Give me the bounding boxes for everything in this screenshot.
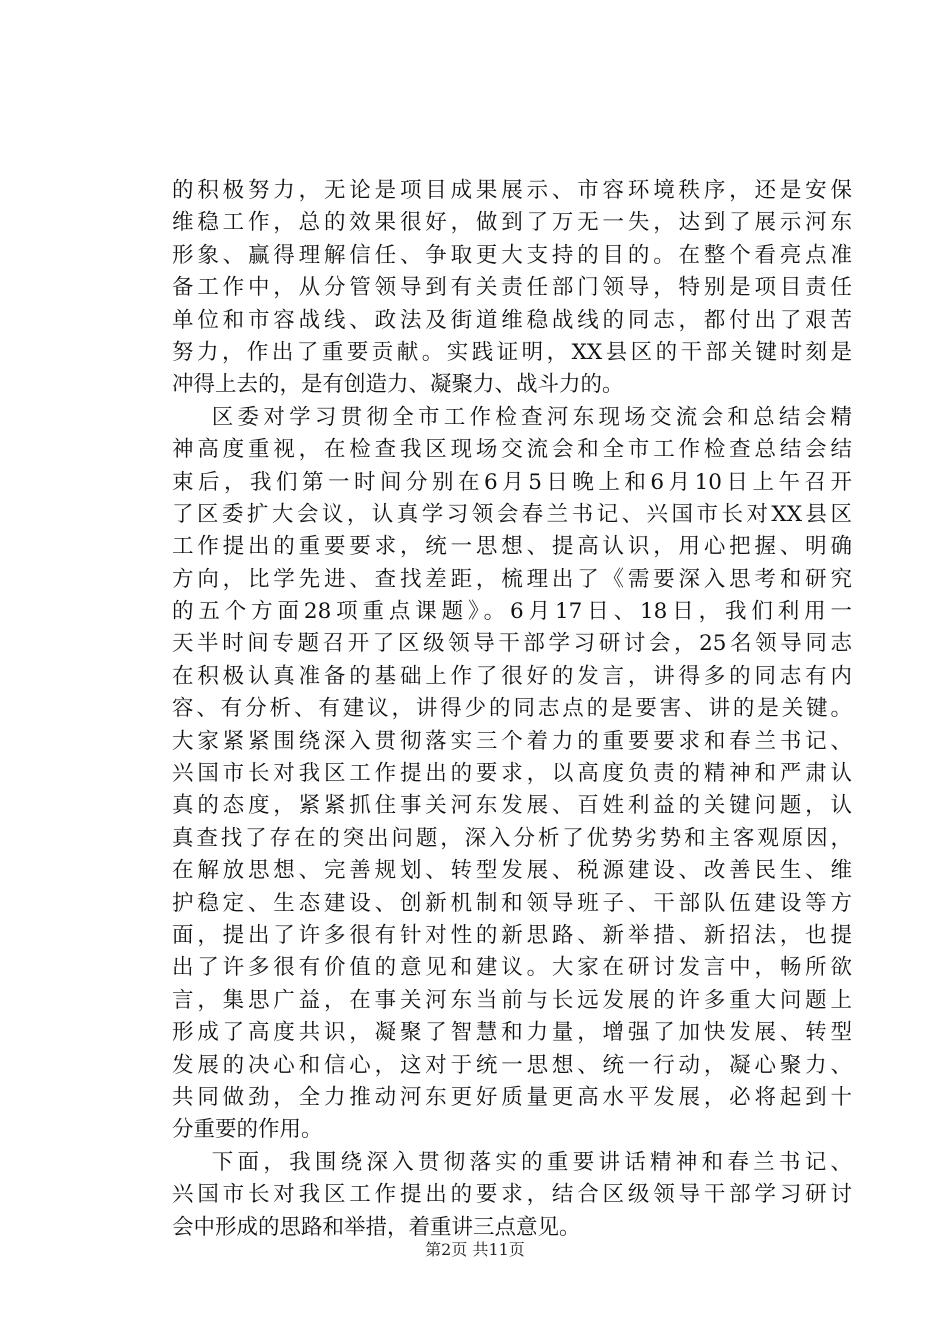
body-text [172,175,852,1244]
text-line: 努力，作出了重要贡献。实践证明，XX县区的干部关键时刻是 [172,339,852,365]
text-line: 真查找了存在的突出问题，深入分析了优势劣势和主客观原因， [172,825,852,851]
text-line: 神高度重视，在检查我区现场交流会和全市工作检查总结会结 [172,437,852,463]
text-line: 在解放思想、完善规划、转型发展、税源建设、改善民生、维 [172,858,852,884]
text-line: 共同做劲，全力推动河东更好质量更高水平发展，必将起到十 [172,1084,852,1110]
text-line: 冲得上去的，是有创造力、凝聚力、战斗力的。 [172,372,624,398]
text-line: 兴国市长对我区工作提出的要求，结合区级领导干部学习研讨 [172,1182,852,1208]
text-line: 容、有分析、有建议，讲得少的同志点的是要害、讲的是关键。 [172,696,852,722]
text-line: 单位和市容战线、政法及街道维稳战线的同志，都付出了艰苦 [172,307,852,333]
text-line: 形象、赢得理解信任、争取更大支持的目的。在整个看亮点准 [172,242,852,268]
text-line: 备工作中，从分管领导到有关责任部门领导，特别是项目责任 [172,275,852,301]
text-line: 会中形成的思路和举措，着重讲三点意见。 [172,1214,581,1240]
text-line: 面，提出了许多很有针对性的新思路、新举措、新招法，也提 [172,922,852,948]
text-line: 出了许多很有价值的意见和建议。大家在研讨发言中，畅所欲 [172,955,852,981]
text-line: 言，集思广益，在事关河东当前与长远发展的许多重大问题上 [172,987,852,1013]
text-line: 分重要的作用。 [172,1117,323,1143]
text-line: 的五个方面28项重点课题》。6月17日、18日，我们利用一 [172,599,852,625]
text-line: 区委对学习贯彻全市工作检查河东现场交流会和总结会精 [186,404,852,430]
text-line: 护稳定、生态建设、创新机制和领导班子、干部队伍建设等方 [172,890,852,916]
text-line: 的积极努力，无论是项目成果展示、市容环境秩序，还是安保 [172,178,852,203]
text-line: 方向，比学先进、查找差距，梳理出了《需要深入思考和研究 [172,566,852,592]
text-line: 发展的决心和信心，这对于统一思想、统一行动，凝心聚力、 [172,1052,852,1078]
text-line: 兴国市长对我区工作提出的要求，以高度负责的精神和严肃认 [172,761,852,787]
page-footer: 第2页 共11页 [425,1240,525,1259]
text-line: 天半时间专题召开了区级领导干部学习研讨会，25名领导同志 [172,631,852,657]
text-line: 在积极认真准备的基础上作了很好的发言，讲得多的同志有内 [172,663,852,689]
text-line: 形成了高度共识，凝聚了智慧和力量，增强了加快发展、转型 [172,1020,852,1046]
text-line: 真的态度，紧紧抓住事关河东发展、百姓利益的关键问题，认 [172,793,852,819]
text-line: 工作提出的重要要求，统一思想、提高认识，用心把握、明确 [172,534,852,560]
text-line: 维稳工作，总的效果很好，做到了万无一失，达到了展示河东 [172,210,852,236]
text-line: 了区委扩大会议，认真学习领会春兰书记、兴国市长对XX县区 [172,501,852,527]
text-line: 下面，我围绕深入贯彻落实的重要讲话精神和春兰书记、 [186,1149,852,1175]
text-line: 大家紧紧围绕深入贯彻落实三个着力的重要要求和春兰书记、 [172,728,852,754]
text-line: 束后，我们第一时间分别在6月5日晚上和6月10日上午召开 [172,469,852,495]
